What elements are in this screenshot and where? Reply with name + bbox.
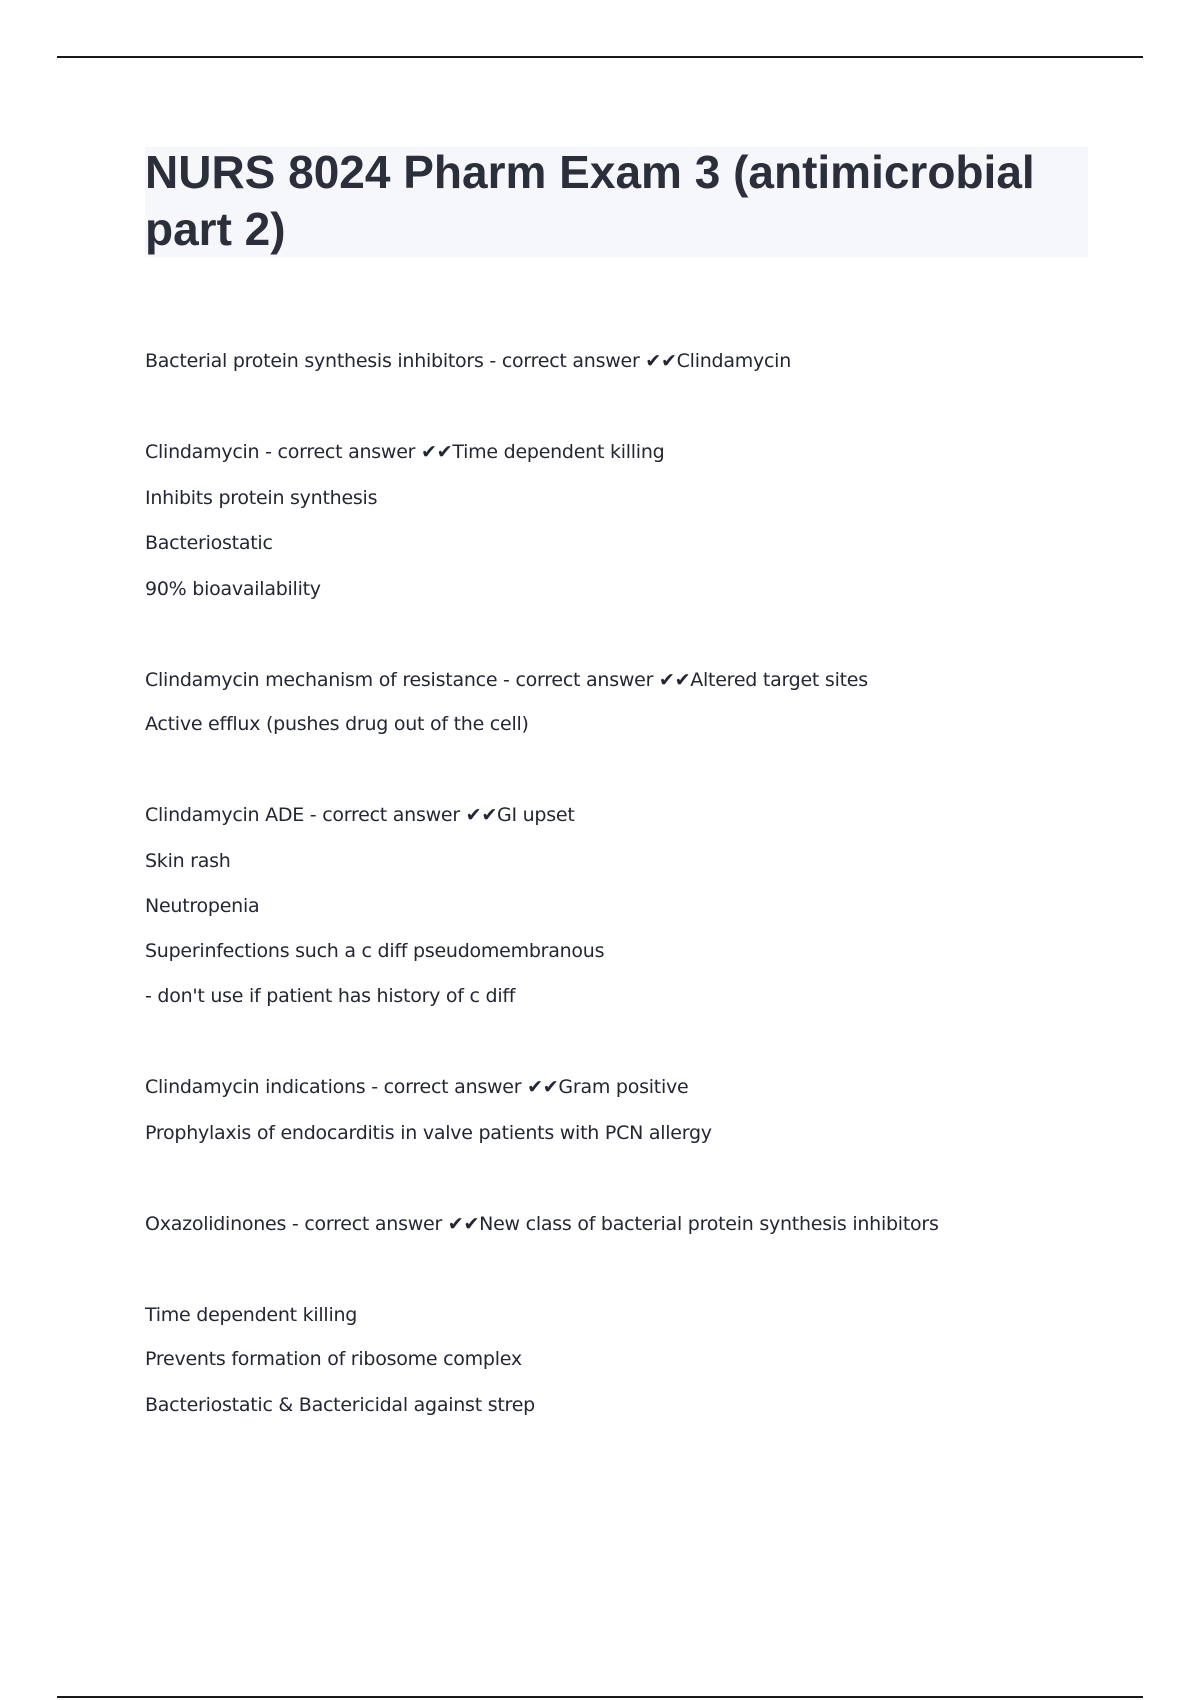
qa-line: Skin rash: [145, 850, 231, 872]
qa-line: Bacteriostatic: [145, 532, 273, 554]
qa-line: Clindamycin - correct answer ✔✔Time dependent killing: [145, 441, 665, 463]
qa-line: Prevents formation of ribosome complex: [145, 1348, 522, 1370]
page-title: NURS 8024 Pharm Exam 3 (antimicrobial part 2): [145, 146, 1035, 255]
qa-line: Clindamycin indications - correct answer ✔✔Gram positive: [145, 1076, 689, 1098]
qa-line: Clindamycin ADE - correct answer ✔✔GI upset: [145, 804, 575, 826]
qa-line: Neutropenia: [145, 895, 260, 917]
footer-rule: [57, 1696, 1143, 1698]
header-rule: [57, 56, 1143, 58]
qa-line: Bacteriostatic & Bactericidal against strep: [145, 1394, 535, 1416]
qa-line: 90% bioavailability: [145, 578, 321, 600]
qa-line: Inhibits protein synthesis: [145, 487, 378, 509]
qa-line: - don't use if patient has history of c diff: [145, 985, 516, 1007]
qa-line: Superinfections such a c diff pseudomembranous: [145, 940, 605, 962]
qa-line: Prophylaxis of endocarditis in valve patients with PCN allergy: [145, 1122, 712, 1144]
qa-line: Active efflux (pushes drug out of the cell): [145, 713, 529, 735]
qa-line: Time dependent killing: [145, 1304, 358, 1326]
qa-line: Bacterial protein synthesis inhibitors - correct answer ✔✔Clindamycin: [145, 350, 791, 372]
qa-line: Clindamycin mechanism of resistance - correct answer ✔✔Altered target sites: [145, 669, 868, 691]
qa-line: Oxazolidinones - correct answer ✔✔New class of bacterial protein synthesis inhibitors: [145, 1213, 939, 1235]
